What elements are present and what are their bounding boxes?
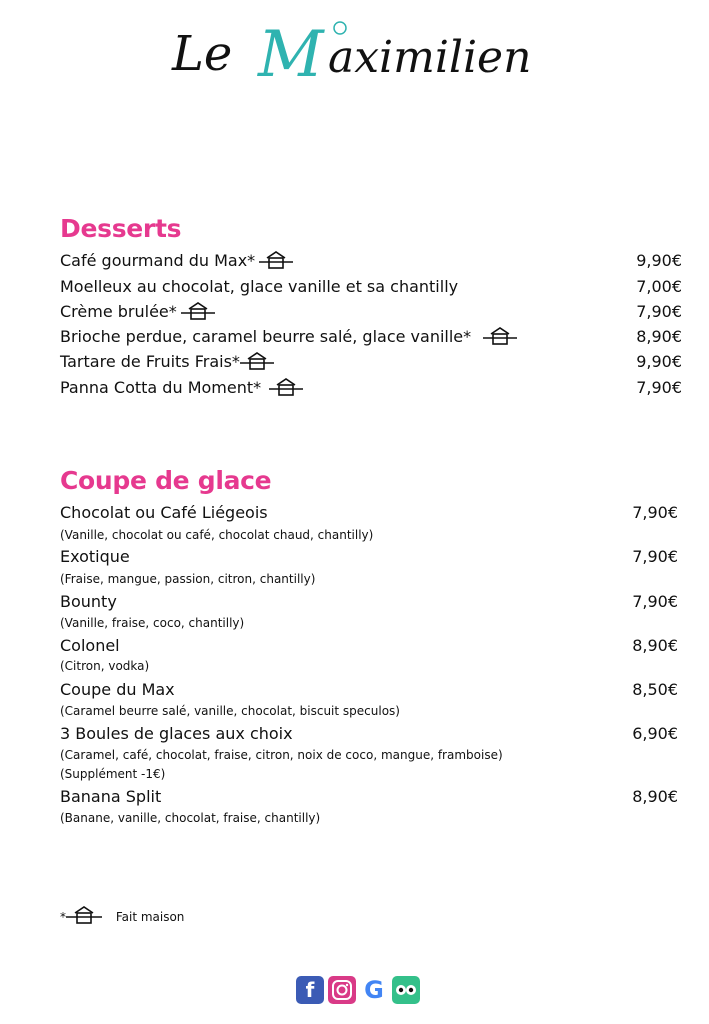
house-icon	[483, 327, 517, 351]
svg-text:M: M	[258, 18, 324, 84]
menu-item	[60, 723, 678, 745]
item-price: 7,90€	[632, 503, 678, 522]
facebook-icon[interactable]	[296, 976, 324, 1004]
menu-item	[60, 591, 678, 613]
item-name: Chocolat ou Café Liégeois	[60, 503, 268, 522]
item-name: Panna Cotta du Moment*	[60, 378, 262, 397]
svg-text:aximilien: aximilien	[328, 32, 532, 83]
house-icon	[66, 906, 102, 929]
item-price: 7,90€	[636, 378, 682, 397]
item-name: Tartare de Fruits Frais*	[60, 352, 240, 371]
menu-item	[60, 786, 678, 808]
item-price: 8,90€	[632, 787, 678, 806]
item-name: Bounty	[60, 592, 117, 611]
item-price: 9,90€	[636, 352, 682, 371]
google-glyph: G	[364, 976, 384, 1004]
menu-item	[60, 635, 678, 657]
legend-star: *	[60, 910, 66, 924]
menu-item	[60, 546, 678, 568]
menu-item	[60, 377, 682, 399]
item-price: 8,50€	[632, 680, 678, 699]
item-price: 7,90€	[636, 302, 682, 321]
item-description: (Banane, vanille, chocolat, fraise, chantilly)	[60, 811, 321, 825]
tripadvisor-icon[interactable]	[392, 976, 420, 1004]
coupes-heading: Coupe de glace	[60, 466, 272, 495]
item-name: Café gourmand du Max*	[60, 251, 256, 270]
facebook-glyph: f	[305, 978, 315, 1002]
item-name: Coupe du Max	[60, 680, 175, 699]
svg-text:Le: Le	[172, 26, 233, 82]
item-name: 3 Boules de glaces aux choix	[60, 724, 293, 743]
house-icon	[269, 378, 303, 402]
item-description: (Vanille, fraise, coco, chantilly)	[60, 616, 245, 630]
item-supplement: (Supplément -1€)	[60, 767, 166, 781]
item-price: 7,90€	[632, 592, 678, 611]
house-icon	[240, 352, 274, 376]
menu-item	[60, 250, 682, 272]
menu-item	[60, 276, 682, 298]
menu-item	[60, 679, 678, 701]
menu-item	[60, 301, 682, 323]
item-name: Banana Split	[60, 787, 162, 806]
item-name: Crème brulée*	[60, 302, 177, 321]
item-price: 7,90€	[632, 547, 678, 566]
item-price: 8,90€	[632, 636, 678, 655]
item-name: Moelleux au chocolat, glace vanille et sa chantilly	[60, 277, 459, 296]
item-description: (Citron, vodka)	[60, 659, 150, 673]
house-icon	[181, 302, 215, 326]
item-name: Colonel	[60, 636, 120, 655]
item-price: 8,90€	[636, 327, 682, 346]
menu-item	[60, 326, 682, 348]
google-icon[interactable]	[360, 976, 388, 1004]
item-price: 9,90€	[636, 251, 682, 270]
item-price: 6,90€	[632, 724, 678, 743]
item-description: (Caramel beurre salé, vanille, chocolat, biscuit speculos)	[60, 704, 400, 718]
item-description: (Caramel, café, chocolat, fraise, citron, noix de coco, mangue, framboise)	[60, 748, 503, 762]
item-name: Brioche perdue, caramel beurre salé, glace vanille*	[60, 327, 472, 346]
instagram-icon[interactable]	[328, 976, 356, 1004]
item-price: 7,00€	[636, 277, 682, 296]
house-icon	[259, 251, 293, 275]
item-description: (Vanille, chocolat ou café, chocolat chaud, chantilly)	[60, 528, 374, 542]
item-description: (Fraise, mangue, passion, citron, chantilly)	[60, 572, 316, 586]
legend-label: Fait maison	[115, 910, 185, 924]
restaurant-logo	[170, 14, 550, 84]
item-name: Exotique	[60, 547, 130, 566]
legend	[60, 906, 184, 929]
social-icons	[296, 976, 420, 1004]
desserts-heading: Desserts	[60, 214, 182, 243]
menu-item	[60, 351, 682, 373]
menu-item	[60, 502, 678, 524]
